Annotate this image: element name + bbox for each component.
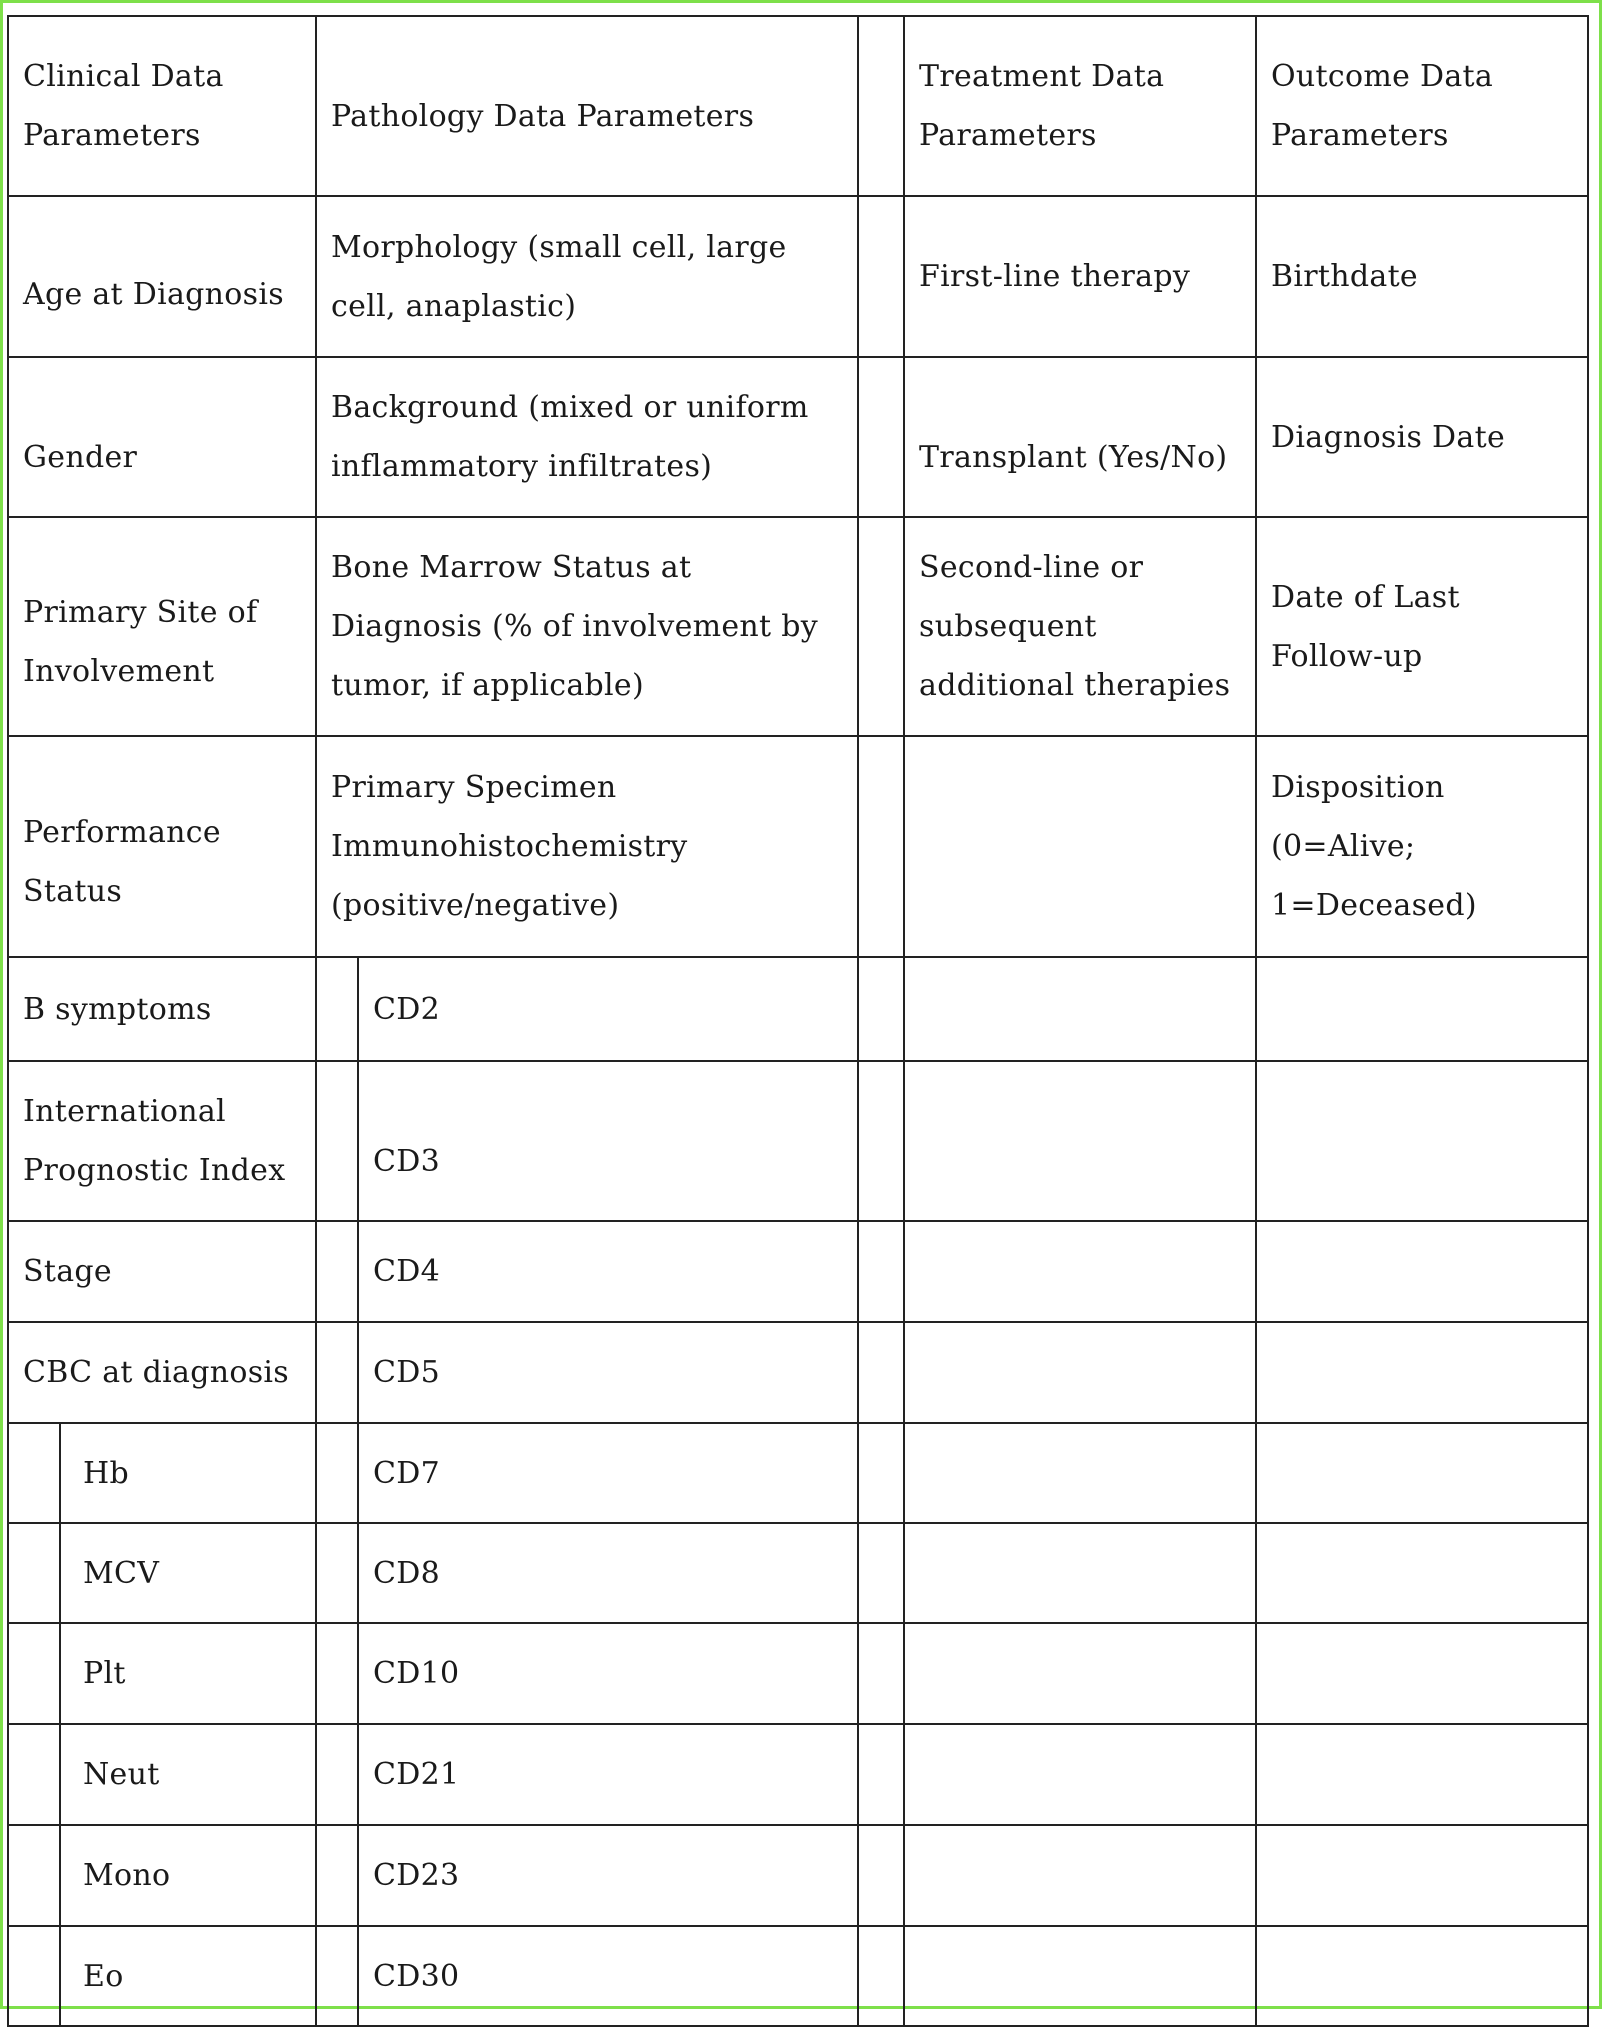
column-gap <box>858 16 904 196</box>
table-row <box>8 1221 1588 1322</box>
marker-cell: CD8 <box>358 1523 858 1623</box>
clinical-cell: B symptoms <box>8 957 316 1061</box>
cbc-subitem-cell: Hb <box>60 1423 316 1523</box>
indent-gap <box>8 1523 60 1623</box>
outcome-cell: Disposition (0=Alive; 1=Deceased) <box>1256 736 1588 957</box>
outcome-cell <box>1256 1926 1588 2026</box>
marker-cell: CD21 <box>358 1724 858 1825</box>
outcome-cell <box>1256 1523 1588 1623</box>
treatment-cell: Transplant (Yes/No) <box>904 357 1256 517</box>
outcome-cell: Date of Last Follow-up <box>1256 517 1588 736</box>
outcome-cell: Birthdate <box>1256 196 1588 357</box>
table-row <box>8 1523 1588 1623</box>
table-row <box>8 196 1588 357</box>
table-row <box>8 1926 1588 2026</box>
column-gap <box>858 1724 904 1825</box>
column-gap <box>858 957 904 1061</box>
outcome-cell <box>1256 957 1588 1061</box>
column-gap <box>858 1221 904 1322</box>
clinical-cell: Performance Status <box>8 736 316 957</box>
indent-gap <box>316 1523 358 1623</box>
treatment-cell: First-line therapy <box>904 196 1256 357</box>
data-parameters-table <box>7 15 1589 2027</box>
indent-gap <box>316 1623 358 1724</box>
column-gap <box>858 1523 904 1623</box>
table-row <box>8 1061 1588 1221</box>
cbc-subitem-cell: Plt <box>60 1623 316 1724</box>
indent-gap <box>8 1926 60 2026</box>
marker-cell: CD5 <box>358 1322 858 1423</box>
indent-gap <box>316 1926 358 2026</box>
pathology-cell: Bone Marrow Status at Diagnosis (% of involvement by tumor, if applicable) <box>316 517 858 736</box>
indent-gap <box>316 1825 358 1926</box>
column-gap <box>858 736 904 957</box>
header-outcome: Outcome Data Parameters <box>1256 16 1588 196</box>
cbc-subitem-cell: Eo <box>60 1926 316 2026</box>
indent-gap <box>8 1825 60 1926</box>
marker-cell: CD7 <box>358 1423 858 1523</box>
treatment-cell <box>904 1926 1256 2026</box>
table-row <box>8 357 1588 517</box>
column-gap <box>858 1623 904 1724</box>
marker-cell: CD2 <box>358 957 858 1061</box>
treatment-cell <box>904 1322 1256 1423</box>
clinical-cell: CBC at diagnosis <box>8 1322 316 1423</box>
clinical-cell: Gender <box>8 357 316 517</box>
outcome-cell <box>1256 1623 1588 1724</box>
pathology-cell: Morphology (small cell, large cell, anaplastic) <box>316 196 858 357</box>
indent-gap <box>316 1724 358 1825</box>
clinical-cell: Age at Diagnosis <box>8 196 316 357</box>
marker-cell: CD4 <box>358 1221 858 1322</box>
clinical-cell: Stage <box>8 1221 316 1322</box>
table-row <box>8 1322 1588 1423</box>
cbc-subitem-cell: MCV <box>60 1523 316 1623</box>
outcome-cell <box>1256 1061 1588 1221</box>
indent-gap <box>8 1623 60 1724</box>
indent-gap <box>316 1061 358 1221</box>
indent-gap <box>316 1221 358 1322</box>
pathology-cell: Primary Specimen Immunohistochemistry (positive/negative) <box>316 736 858 957</box>
column-gap <box>858 1825 904 1926</box>
treatment-cell <box>904 1523 1256 1623</box>
treatment-cell <box>904 1825 1256 1926</box>
column-gap <box>858 517 904 736</box>
marker-cell: CD30 <box>358 1926 858 2026</box>
indent-gap <box>8 1423 60 1523</box>
header-row <box>8 16 1588 196</box>
outcome-cell: Diagnosis Date <box>1256 357 1588 517</box>
treatment-cell <box>904 1221 1256 1322</box>
marker-cell: CD23 <box>358 1825 858 1926</box>
outcome-cell <box>1256 1423 1588 1523</box>
table-row <box>8 736 1588 957</box>
treatment-cell <box>904 1423 1256 1523</box>
header-pathology: Pathology Data Parameters <box>316 16 858 196</box>
outcome-cell <box>1256 1221 1588 1322</box>
column-gap <box>858 1322 904 1423</box>
table-row <box>8 1423 1588 1523</box>
column-gap <box>858 357 904 517</box>
table-row <box>8 517 1588 736</box>
table-row <box>8 1724 1588 1825</box>
outcome-cell <box>1256 1825 1588 1926</box>
marker-cell: CD3 <box>358 1061 858 1221</box>
indent-gap <box>8 1724 60 1825</box>
column-gap <box>858 196 904 357</box>
cbc-subitem-cell: Mono <box>60 1825 316 1926</box>
treatment-cell <box>904 1061 1256 1221</box>
clinical-cell: Primary Site of Involvement <box>8 517 316 736</box>
header-treatment: Treatment Data Parameters <box>904 16 1256 196</box>
treatment-cell <box>904 1623 1256 1724</box>
clinical-cell: International Prognostic Index <box>8 1061 316 1221</box>
table-row <box>8 1623 1588 1724</box>
table-row <box>8 1825 1588 1926</box>
outcome-cell <box>1256 1724 1588 1825</box>
treatment-cell: Second-line or subsequent additional therapies <box>904 517 1256 736</box>
marker-cell: CD10 <box>358 1623 858 1724</box>
table-row <box>8 957 1588 1061</box>
column-gap <box>858 1423 904 1523</box>
column-gap <box>858 1061 904 1221</box>
indent-gap <box>316 1423 358 1523</box>
treatment-cell <box>904 1724 1256 1825</box>
header-clinical: Clinical Data Parameters <box>8 16 316 196</box>
column-gap <box>858 1926 904 2026</box>
cbc-subitem-cell: Neut <box>60 1724 316 1825</box>
pathology-cell: Background (mixed or uniform inflammatory infiltrates) <box>316 357 858 517</box>
treatment-cell <box>904 736 1256 957</box>
outcome-cell <box>1256 1322 1588 1423</box>
treatment-cell <box>904 957 1256 1061</box>
indent-gap <box>316 1322 358 1423</box>
indent-gap <box>316 957 358 1061</box>
